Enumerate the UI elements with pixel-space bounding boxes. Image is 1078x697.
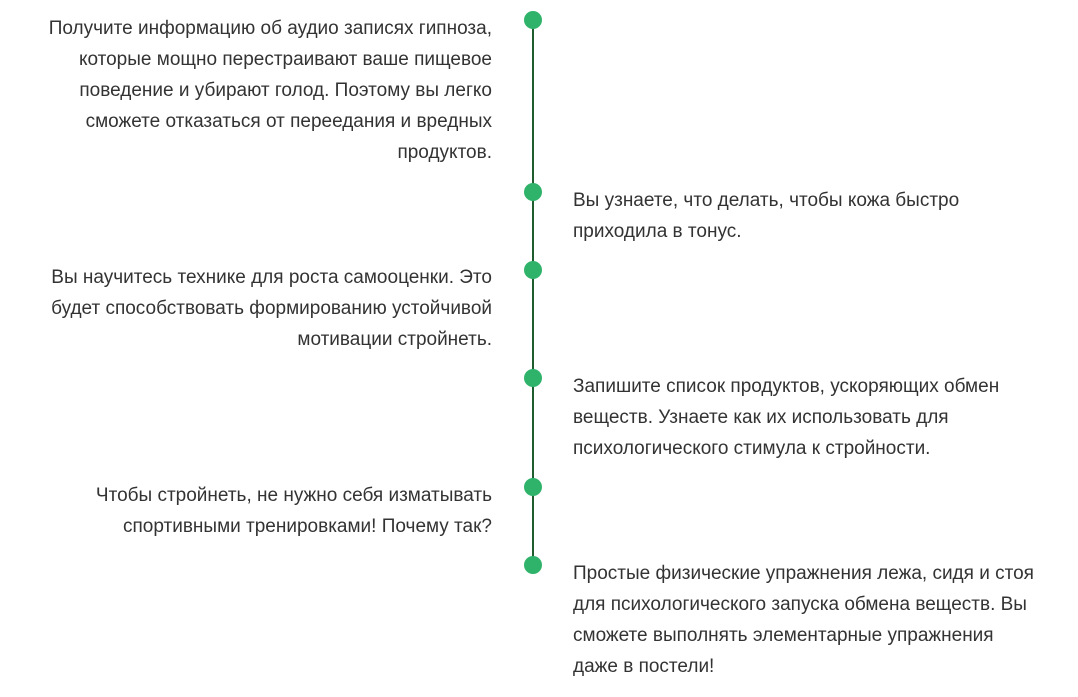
timeline-item-text: Запишите список продуктов, ускоряющих обмен веществ. Узнаете как их использовать для психологического стимула к стройности.	[573, 376, 1000, 459]
timeline-item-text: Получите информацию об аудио записях гипноза, которые мощно перестраивают ваше пищевое поведение и убирают голод. Поэтому вы легко сможете отказаться от переедания и вредных продуктов.	[48, 18, 492, 163]
timeline-dot-icon	[524, 478, 542, 496]
timeline-item-text: Простые физические упражнения лежа, сидя и стоя для психологического запуска обмена веществ. Вы сможете выполнять элементарные упражнения даже в постели!	[573, 563, 1034, 677]
timeline-dot-icon	[524, 369, 542, 387]
timeline-dot-icon	[524, 11, 542, 29]
timeline-dot-icon	[524, 556, 542, 574]
timeline-dot-icon	[524, 261, 542, 279]
timeline-item-text: Вы узнаете, что делать, чтобы кожа быстро приходила в тонус.	[573, 190, 960, 242]
timeline-dot-icon	[524, 183, 542, 201]
timeline-item-text: Чтобы стройнеть, не нужно себя изматывать спортивными тренировками! Почему так?	[95, 485, 492, 537]
timeline-item-text: Вы научитесь технике для роста самооценки. Это будет способствовать формированию устойчивой мотивации стройнеть.	[51, 267, 492, 350]
